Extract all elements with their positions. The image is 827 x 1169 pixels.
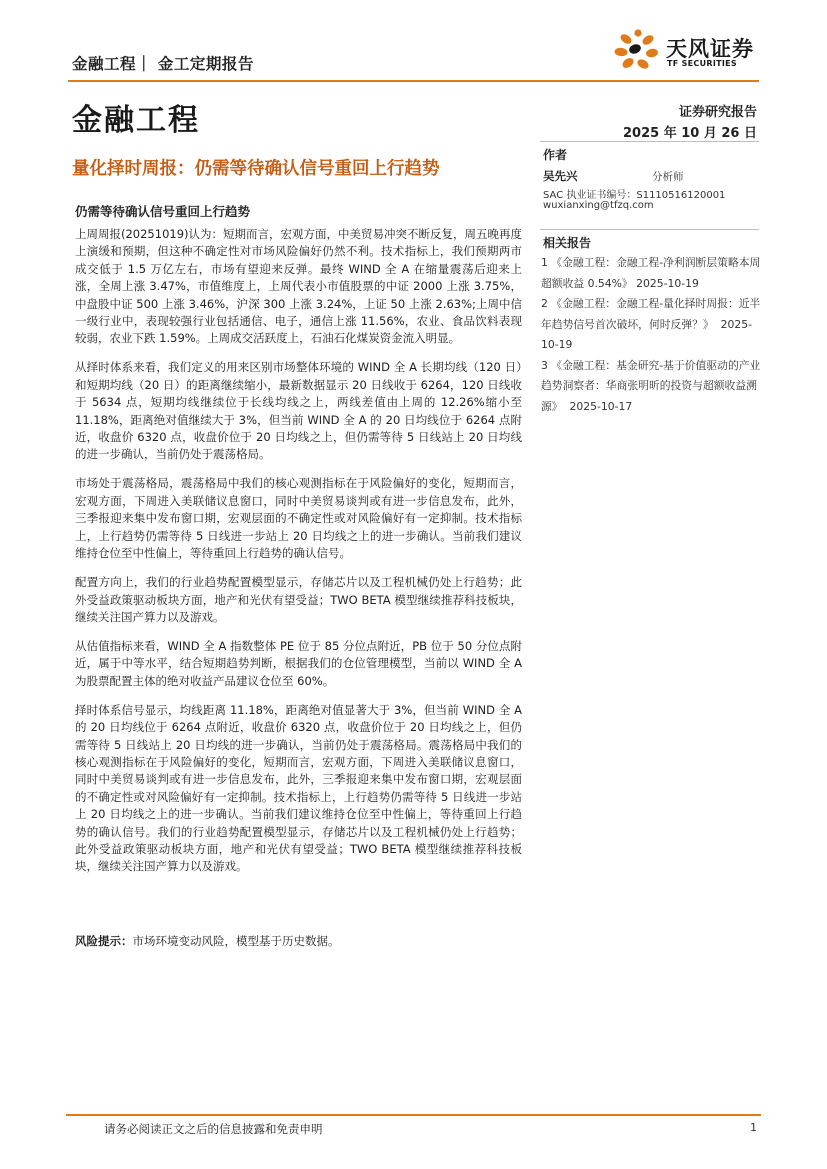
body-paragraph: 从择时体系来看，我们定义的用来区别市场整体环境的 WIND 全 A 长期均线（120 日）和短期均线（20 日）的距离继续缩小，最新数据显示 20 日线收于 6264，120 日线收于 5634 点，短期均线继续位于长线均线之上，两线差值由上周的 12.26%缩小至 11.18%，距离绝对值继续大于 3%，但当前 WIND 全 A 的 20 日均线位于 6264 点附近，收盘价 6320 点，收盘价位于 20 日均线之上，但仍需等待 5 日线站上 20 日均线的进一步确认，当前仍处于震荡格局。: [75, 360, 522, 462]
report-subtitle: 量化择时周报：仍需等待确认信号重回上行趋势: [72, 159, 440, 179]
author-heading: 作者: [543, 148, 568, 162]
related-report-list: [541, 253, 761, 417]
related-report-item[interactable]: [541, 253, 761, 294]
author-email: wuxianxing@tfzq.com: [543, 200, 654, 211]
body-paragraph: 从估值指标来看，WIND 全 A 指数整体 PE 位于 85 分位点附近，PB 位于 50 分位点附近，属于中等水平，结合短期趋势判断，根据我们的仓位管理模型，当前以 WIND 全 A 为股票配置主体的绝对收益产品建议仓位至 60%。: [75, 638, 522, 688]
report-type: 证券研究报告: [678, 105, 757, 120]
author-sac-number: SAC 执业证书编号：S1110516120001: [543, 190, 726, 201]
section-heading: 仍需等待确认信号重回上行趋势: [75, 204, 251, 219]
report-category: 金融工程｜ 金工定期报告: [72, 55, 254, 73]
author-divider: [540, 141, 759, 142]
footer-disclaimer: 请务必阅读正文之后的信息披露和免责申明: [104, 1122, 323, 1136]
page-title: 金融工程: [72, 103, 200, 138]
author-role: 分析师: [652, 171, 684, 183]
body-paragraph: 配置方向上，我们的行业趋势配置模型显示，存储芯片以及工程机械仍处上行趋势；此外受益政策驱动板块方面，地产和光伏有望受益；TWO BETA 模型继续推荐科技板块，继续关注国产算力以及游戏。: [75, 575, 522, 624]
body-text: [75, 226, 522, 887]
related-heading: 相关报告: [543, 236, 592, 250]
body-paragraph: 市场处于震荡格局，震荡格局中我们的核心观测指标在于风险偏好的变化，短期而言，宏观方面，下周进入美联储议息窗口，同时中美贸易谈判或有进一步信息发布，此外，三季报迎来集中发布窗口期，宏观层面的不确定性或对风险偏好有一定抑制。技术指标上，上行趋势仍需等待 5 日线进一步站上 20 日均线之上的进一步确认。当前我们建议维持仓位至中性偏上，等待重回上行趋势的确认信号。: [75, 476, 522, 561]
risk-text: 市场环境变动风险，模型基于历史数据。: [132, 934, 340, 948]
related-report-date: 2025-10-17: [569, 399, 633, 413]
report-date: 2025 年 10 月 26 日: [623, 126, 757, 141]
footer-divider: [66, 1114, 761, 1116]
body-paragraph: 上周周报(20251019)认为：短期而言，宏观方面，中美贸易冲突不断反复，周五晚再度上演缓和预期，但这种不确定性对市场风险偏好仍然不利。技术指标上，我们预期两市成交低于 1.5 万亿左右，市场有望迎来反弹。最终 WIND 全 A 在缩量震荡后迎来上涨，全周上涨 3.47%，市值维度上，上周代表小市值股票的中证 2000 上涨 3.75%，中盘股中证 500 上涨 3.46%，沪深 300 上涨 3.24%，上证 50 上涨 2.63%;上周中信一级行业中，表现较强行业包括通信、电子，通信上涨 11.56%，农业、食品饮料表现较弱，农业下跌 1.59%。上周成交活跃度上，石油石化煤炭资金流入明显。: [75, 227, 523, 346]
author-name: 吴先兴: [543, 169, 578, 183]
related-report-title: 1 《金融工程：金融工程-净利润断层策略本周超额收益 0.54%》: [541, 256, 761, 290]
related-report-item[interactable]: [541, 356, 761, 418]
related-report-date: 2025-10-19: [636, 276, 699, 290]
related-report-title: 2 《金融工程：金融工程-量化择时周报：近半年趋势信号首次破坏，何时反弹？》: [541, 297, 761, 331]
logo-chinese-name: 天风证券: [666, 37, 754, 61]
related-divider: [540, 229, 759, 230]
risk-label: 风险提示：: [75, 934, 133, 948]
risk-warning: [75, 933, 340, 949]
header-divider: [68, 80, 759, 82]
related-report-item[interactable]: [541, 294, 761, 356]
body-paragraph: 择时体系信号显示，均线距离 11.18%，距离绝对值显著大于 3%，但当前 WIND 全 A 的 20 日均线位于 6264 点附近，收盘价 6320 点，收盘价位于 20 日均线之上，但仍需等待 5 日线站上 20 日均线的进一步确认，当前仍处于震荡格局。震荡格局中我们的核心观测指标在于风险偏好的变化，短期而言，宏观方面，下周进入美联储议息窗口，同时中美贸易谈判或有进一步信息发布，此外，三季报迎来集中发布窗口期，宏观层面的不确定性或对风险偏好有一定抑制。技术指标上，上行趋势仍需等待 5 日线进一步站上 20 日均线之上的进一步确认。当前我们建议维持仓位至中性偏上，等待重回上行趋势的确认信号。我们的行业趋势配置模型显示，存储芯片以及工程机械仍处上行趋势；此外受益政策驱动板块方面，地产和光伏有望受益；TWO BETA 模型继续推荐科技板块，继续关注国产算力以及游戏。: [75, 702, 522, 874]
related-report-title: 3 《金融工程：基金研究-基于价值驱动的产业趋势洞察者：华商张明昕的投资与超额收益溯源》: [541, 358, 761, 413]
related-report-date: 2025-10-19: [541, 317, 752, 351]
page-number: 1: [750, 1121, 757, 1134]
logo-english-name: TF SECURITIES: [667, 59, 737, 68]
